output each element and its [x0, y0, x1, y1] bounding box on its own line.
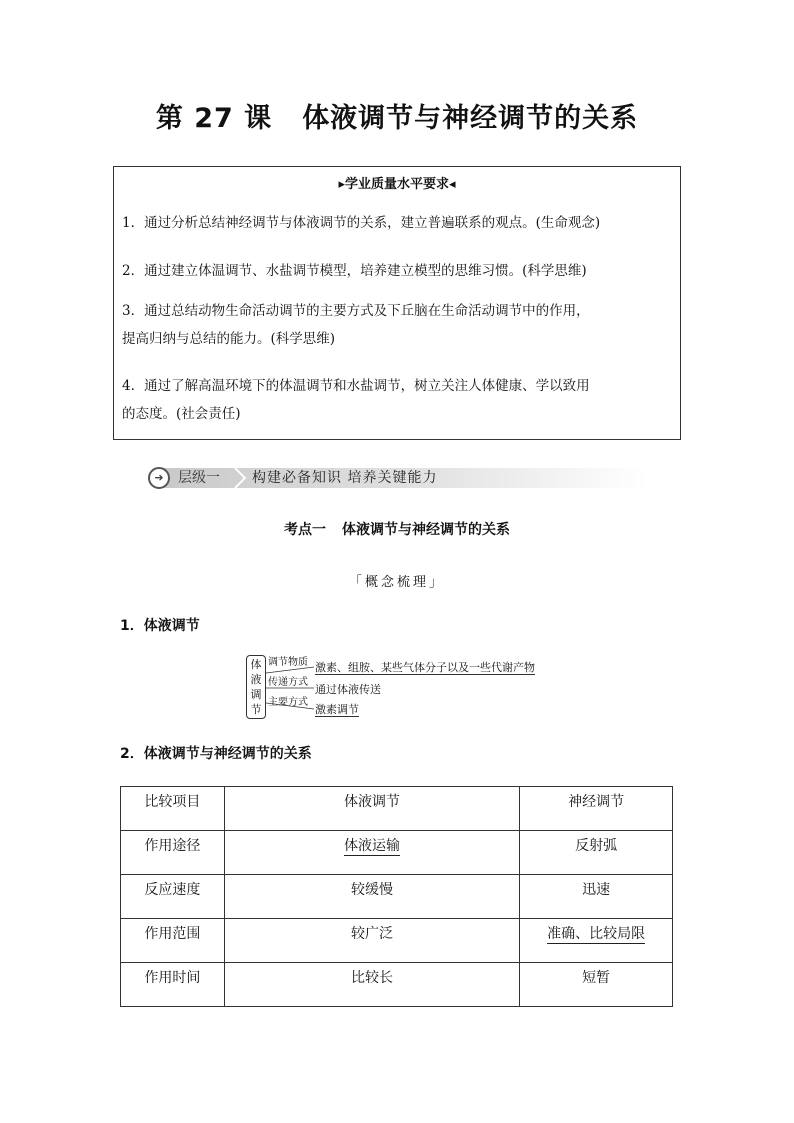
kaodian-heading — [0, 519, 794, 539]
lesson-number: 第 27 课 — [155, 103, 273, 134]
requirement-text-cont: 的态度。(社会责任) — [122, 406, 241, 422]
table-header-cell: 神经调节 — [520, 787, 673, 831]
table-cell: 比较长 — [224, 963, 519, 1007]
requirements-heading: ▸学业质量水平要求◂ — [338, 177, 456, 192]
table-header-cell: 体液调节 — [224, 787, 519, 831]
diagram-label-main-mode: 主要方式 — [268, 697, 308, 708]
table-cell: 较广泛 — [224, 919, 519, 963]
requirement-text: 1．通过分析总结神经调节与体液调节的关系，建立普遍联系的观点。(生命观念) — [122, 215, 601, 231]
table-cell-answer — [520, 919, 673, 963]
kaodian-title: 体液调节与神经调节的关系 — [342, 522, 510, 538]
body-fluid-regulation-diagram — [246, 655, 556, 721]
table-cell: 短暂 — [520, 963, 673, 1007]
table-row — [121, 963, 673, 1007]
diagram-value-substance: 激素、组胺、某些气体分子以及一些代谢产物 — [315, 661, 535, 674]
table-cell: 作用时间 — [121, 963, 225, 1007]
diagram-root-char: 液 — [250, 673, 262, 686]
table-header-cell: 比较项目 — [121, 787, 225, 831]
table-cell: 反射弧 — [520, 831, 673, 875]
table-cell: 较缓慢 — [224, 875, 519, 919]
table-row — [121, 831, 673, 875]
table-row — [121, 919, 673, 963]
diagram-root-char: 节 — [250, 703, 262, 716]
requirement-item-1 — [122, 209, 674, 237]
diagram-root-box — [246, 655, 266, 719]
requirement-text: 2．通过建立体温调节、水盐调节模型，培养建立模型的思维习惯。(科学思维) — [122, 263, 587, 279]
table-cell: 作用途径 — [121, 831, 225, 875]
requirement-text: 4．通过了解高温环境下的体温调节和水盐调节，树立关注人体健康、学以致用 — [122, 378, 590, 394]
requirement-text-cont: 提高归纳与总结的能力。(科学思维) — [122, 331, 336, 347]
arrow-circle-icon: ➜ — [148, 467, 170, 489]
requirement-item-3 — [122, 297, 674, 353]
diagram-value-main-mode: 激素调节 — [315, 703, 359, 716]
lesson-topic: 体液调节与神经调节的关系 — [302, 103, 639, 134]
requirement-text: 3．通过总结动物生命活动调节的主要方式及下丘脑在生命活动调节中的作用， — [122, 303, 590, 319]
table-cell: 作用范围 — [121, 919, 225, 963]
diagram-label-substance: 调节物质 — [268, 657, 308, 668]
requirement-item-2 — [122, 257, 674, 285]
level-banner — [148, 467, 648, 489]
level-tag: 层级一 — [178, 470, 220, 486]
answer-text: 准确、比较局限 — [547, 926, 646, 942]
diagram-label-transmission: 传递方式 — [268, 677, 308, 688]
diagram-root-char: 体 — [250, 658, 262, 671]
level-text: 构建必备知识 培养关键能力 — [252, 470, 438, 486]
requirements-box — [113, 166, 681, 440]
table-cell: 迅速 — [520, 875, 673, 919]
table-cell-answer — [224, 831, 519, 875]
requirement-item-4 — [122, 372, 674, 428]
table-row — [121, 875, 673, 919]
section-1-title: 1．体液调节 — [120, 618, 200, 634]
table-cell: 反应速度 — [121, 875, 225, 919]
section-2-title: 2．体液调节与神经调节的关系 — [120, 746, 312, 762]
page-title — [0, 96, 794, 135]
diagram-root-char: 调 — [250, 688, 262, 701]
table-header-row — [121, 787, 673, 831]
concept-header: 「概念梳理」 — [348, 575, 445, 590]
chevron-right-icon — [233, 467, 247, 489]
answer-text: 体液运输 — [344, 838, 401, 854]
diagram-value-transmission: 通过体液传送 — [315, 683, 381, 696]
comparison-table — [120, 786, 673, 1007]
kaodian-label: 考点一 — [284, 522, 326, 538]
